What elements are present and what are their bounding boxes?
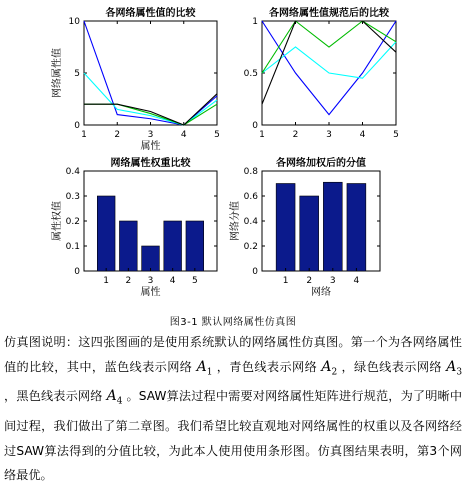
- y-tick-label: 5: [74, 69, 80, 79]
- figure-caption: 图3-1 默认网络属性仿真图: [169, 317, 297, 328]
- paragraph-text-3: ，绿色线表示网络: [341, 359, 442, 374]
- chart-bar-network-scores: [228, 156, 380, 298]
- x-tick-label: 1: [259, 130, 265, 140]
- network-symbol-1: A: [196, 358, 207, 375]
- plot-frame: [84, 21, 217, 125]
- paragraph-text-4: ，黑色线表示网络: [4, 389, 103, 404]
- y-tick-label: 0.1: [65, 242, 80, 252]
- x-axis-label: 网络: [311, 287, 331, 298]
- chart-title: 各网络加权后的分值: [276, 158, 366, 169]
- y-tick-label: 0.4: [65, 167, 80, 177]
- x-tick-label: 3: [147, 130, 154, 140]
- x-tick-label: 1: [103, 276, 110, 286]
- network-symbol-3: A: [446, 358, 457, 375]
- y-tick-label: 0: [252, 121, 258, 131]
- y-tick-label: 1: [252, 17, 258, 27]
- x-tick-label: 2: [306, 276, 313, 286]
- y-tick-label: 10: [68, 17, 80, 27]
- y-tick-label: 0: [74, 267, 80, 277]
- paragraph-text-5: 。SAW算法过程中需要对网络属性矩阵进行规范，为了明晰中间过程，我们做出了第二章图。我们希望比较直观地对网络属性的权重以及各网络经过SAW算法得到的分值比较，为此本人使用使用条形图。仿真图结果表明，第3个网络最优。: [4, 389, 463, 483]
- chart-line-normalized-values: [244, 6, 399, 140]
- network-subscript-4: 4: [116, 396, 123, 407]
- chart-bar-attribute-weights: [50, 156, 217, 298]
- bar-2: [119, 221, 137, 271]
- x-tick-label: 4: [353, 276, 360, 286]
- network-symbol-2: A: [321, 358, 332, 375]
- y-tick-label: 0: [252, 267, 258, 277]
- explanation-paragraph: [4, 330, 462, 488]
- y-axis-label: 网络属性值: [52, 48, 63, 98]
- chart-title: 各网络属性值的比较: [105, 8, 196, 19]
- chart-title: 各网络属性值规范后的比较: [269, 8, 389, 19]
- bar-1: [97, 196, 115, 271]
- chart-title: 网络属性权重比较: [110, 158, 191, 169]
- x-tick-label: 3: [147, 276, 154, 286]
- x-tick-label: 3: [326, 130, 332, 140]
- y-tick-label: 0.5: [243, 69, 258, 79]
- network-subscript-2: 2: [331, 366, 338, 377]
- x-tick-label: 5: [393, 130, 399, 140]
- bar-1: [276, 184, 295, 272]
- y-axis-label: 属性权值: [52, 201, 63, 241]
- x-tick-label: 4: [180, 130, 187, 140]
- y-tick-label: 0.8: [243, 167, 258, 177]
- bar-4: [164, 221, 182, 271]
- chart-line-attribute-values: [50, 6, 220, 152]
- network-subscript-3: 3: [456, 366, 463, 377]
- y-tick-label: 0.2: [243, 242, 258, 252]
- y-tick-label: 0.2: [65, 217, 80, 227]
- bar-3: [323, 182, 342, 271]
- x-tick-label: 2: [292, 130, 299, 140]
- x-tick-label: 5: [191, 276, 198, 286]
- network-symbol-4: A: [106, 388, 117, 405]
- y-tick-label: 0.6: [243, 192, 258, 202]
- y-tick-label: 0: [74, 121, 80, 131]
- x-tick-label: 4: [359, 130, 366, 140]
- x-axis-label: 属性: [140, 141, 161, 152]
- x-tick-label: 4: [169, 276, 176, 286]
- x-axis-label: 属性: [140, 287, 161, 298]
- x-tick-label: 2: [114, 130, 121, 140]
- bar-5: [186, 221, 204, 271]
- bar-2: [300, 196, 319, 271]
- paragraph-text-1: 仿真图说明：这四张图画的是使用系统默认的网络属性仿真图。第一个为各网络属性值的比较，其中，蓝色线表示网络: [4, 335, 462, 374]
- x-tick-label: 1: [81, 130, 87, 140]
- x-tick-label: 3: [329, 276, 336, 286]
- bar-4: [347, 184, 366, 272]
- x-tick-label: 5: [214, 130, 220, 140]
- x-tick-label: 1: [282, 276, 289, 286]
- paragraph-text-2: ，青色线表示网络: [216, 359, 318, 374]
- y-axis-label: 网络分值: [230, 201, 241, 241]
- y-tick-label: 0.3: [65, 192, 80, 202]
- x-tick-label: 2: [125, 276, 132, 286]
- network-subscript-1: 1: [206, 366, 213, 377]
- bar-3: [142, 246, 160, 271]
- y-tick-label: 0.4: [243, 217, 258, 227]
